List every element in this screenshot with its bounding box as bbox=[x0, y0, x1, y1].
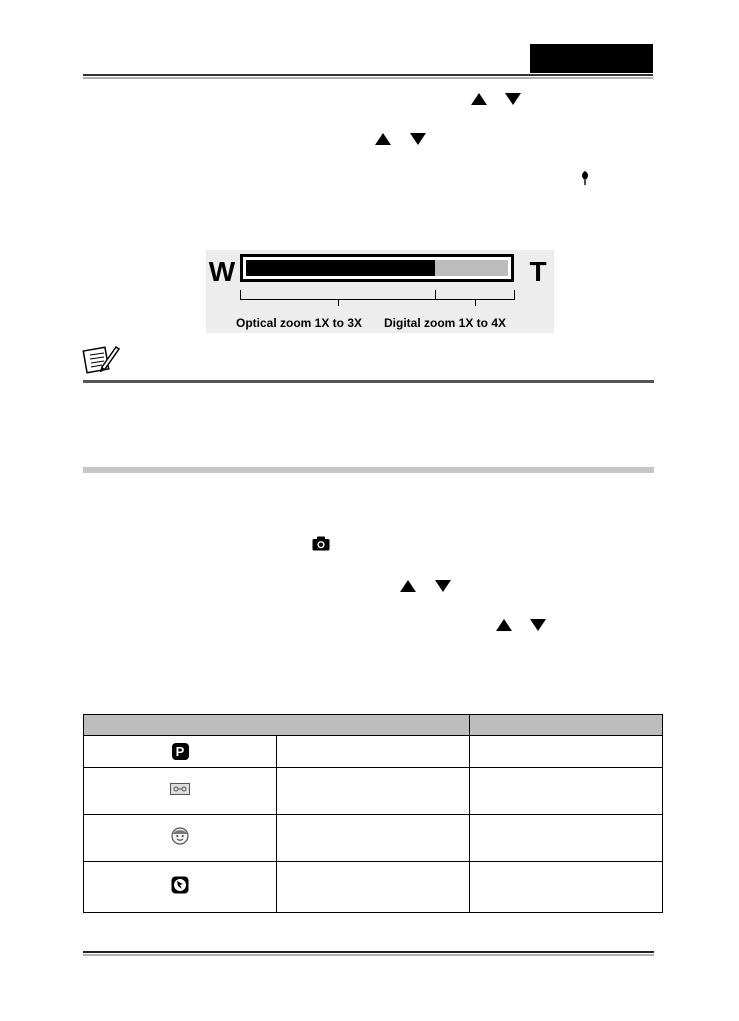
triangle-up-icon bbox=[400, 580, 416, 592]
language-tab bbox=[530, 44, 653, 73]
portrait-face-icon bbox=[171, 827, 189, 845]
zoom-diagram bbox=[206, 250, 554, 333]
table-header-row bbox=[84, 715, 663, 736]
triangle-down-icon bbox=[410, 133, 426, 145]
table-row bbox=[84, 862, 663, 913]
table-cell bbox=[277, 862, 470, 913]
triangle-down-icon bbox=[435, 580, 451, 592]
program-mode-icon: P bbox=[172, 743, 189, 760]
footer-rule-shadow bbox=[83, 954, 654, 956]
notepad-pencil-icon bbox=[82, 343, 120, 375]
triangle-up-icon bbox=[375, 133, 391, 145]
table-row bbox=[84, 736, 663, 768]
table-cell bbox=[470, 768, 663, 815]
table-cell bbox=[277, 815, 470, 862]
optical-zoom-bracket bbox=[240, 290, 436, 300]
header-rule-shadow bbox=[83, 77, 653, 79]
triangle-up-icon bbox=[471, 93, 487, 105]
table-cell bbox=[84, 862, 277, 913]
footer-rule bbox=[83, 951, 654, 953]
table-row bbox=[84, 815, 663, 862]
header-rule bbox=[83, 74, 653, 76]
zoom-bar-track bbox=[246, 260, 508, 276]
optical-zoom-label: Optical zoom 1X to 3X bbox=[236, 316, 363, 330]
table-cell bbox=[277, 736, 470, 768]
table-row bbox=[84, 768, 663, 815]
zoom-bar bbox=[240, 254, 514, 282]
section-divider bbox=[83, 467, 654, 473]
table-cell bbox=[470, 815, 663, 862]
triangle-down-icon bbox=[505, 93, 521, 105]
scene-mode-table bbox=[83, 714, 663, 913]
tulip-icon bbox=[580, 170, 590, 186]
note-rule bbox=[83, 380, 654, 383]
table-cell bbox=[84, 768, 277, 815]
zoom-tele-label: T bbox=[529, 256, 547, 287]
table-cell bbox=[470, 862, 663, 913]
table-cell bbox=[277, 768, 470, 815]
triangle-up-icon bbox=[496, 619, 512, 631]
table-cell bbox=[470, 736, 663, 768]
panorama-icon bbox=[170, 783, 190, 795]
table-header-cell bbox=[470, 715, 663, 736]
table-cell bbox=[84, 736, 277, 768]
triangle-down-icon bbox=[530, 619, 546, 631]
night-scene-icon bbox=[171, 876, 189, 894]
digital-zoom-label: Digital zoom 1X to 4X bbox=[384, 316, 507, 330]
table-header-cell bbox=[84, 715, 470, 736]
camera-icon bbox=[312, 536, 330, 551]
zoom-wide-label: W bbox=[208, 256, 236, 287]
digital-zoom-bracket bbox=[435, 290, 515, 300]
zoom-bar-fill bbox=[246, 260, 435, 276]
table-cell bbox=[84, 815, 277, 862]
